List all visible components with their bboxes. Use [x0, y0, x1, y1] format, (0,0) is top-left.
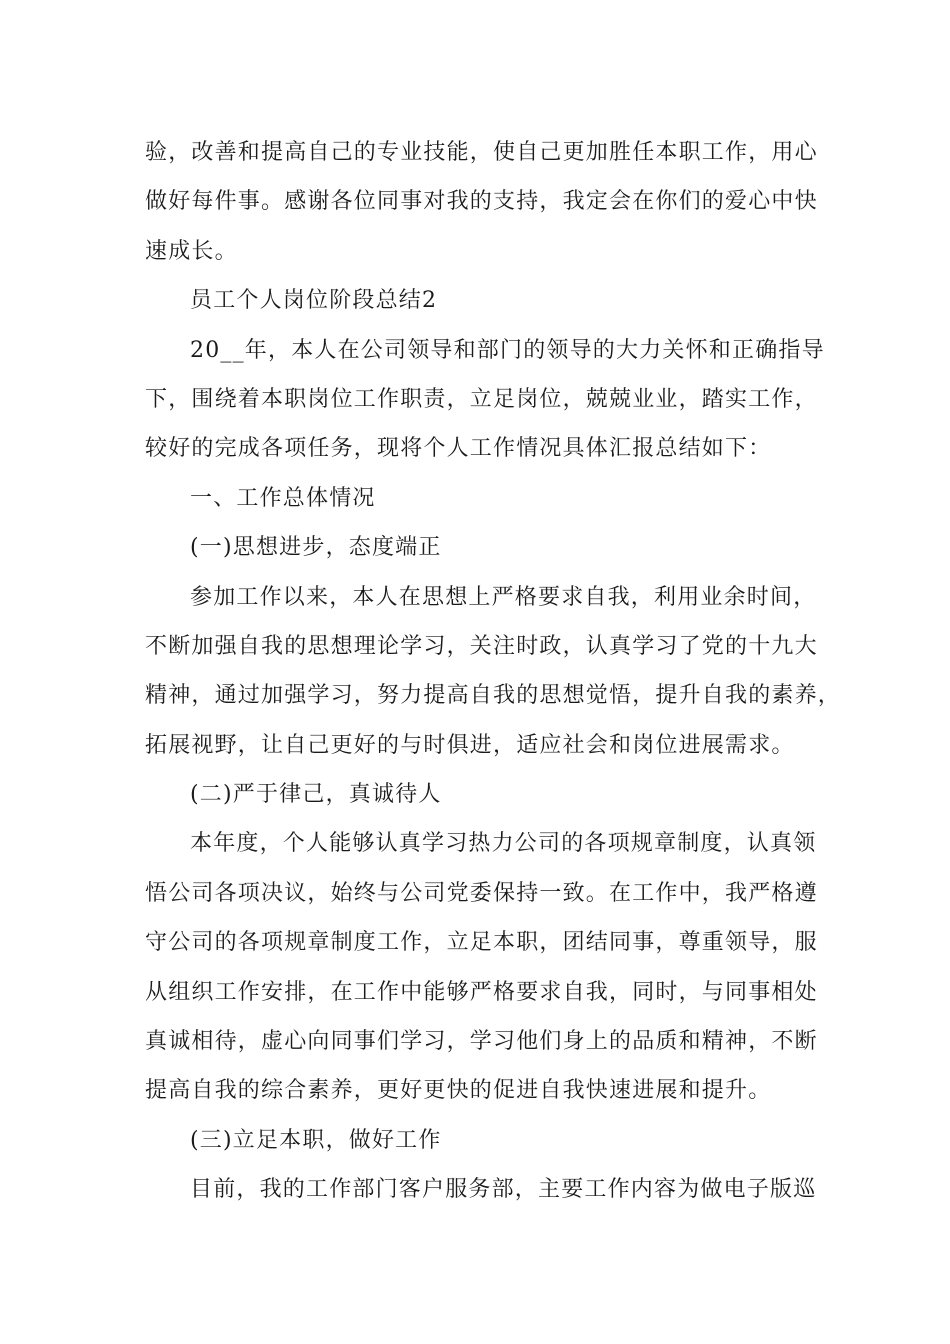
document-body: [145, 128, 842, 1215]
text-line: 参加工作以来，本人在思想上严格要求自我，利用业余时间，: [190, 584, 817, 610]
text-line: 悟公司各项决议，始终与公司党委保持一致。在工作中，我严格遵: [145, 880, 818, 906]
text-line: 从组织工作安排，在工作中能够严格要求自我，同时，与同事相处: [145, 979, 818, 1005]
text-line: 守公司的各项规章制度工作，立足本职，团结同事，尊重领导，服: [145, 930, 818, 956]
text-line: 20__年，本人在公司领导和部门的领导的大力关怀和正确指导: [190, 337, 825, 363]
text-line: 下，围绕着本职岗位工作职责，立足岗位，兢兢业业，踏实工作，: [145, 386, 818, 412]
text-line: 不断加强自我的思想理论学习，关注时政，认真学习了党的十九大: [145, 633, 818, 659]
text-line: 本年度，个人能够认真学习热力公司的各项规章制度，认真领: [190, 831, 817, 857]
subsection-heading: (三)立足本职，做好工作: [190, 1127, 442, 1153]
text-line: 做好每件事。感谢各位同事对我的支持，我定会在你们的爱心中快: [145, 189, 818, 215]
text-line: 速成长。: [145, 238, 238, 264]
section-heading: 员工个人岗位阶段总结2: [190, 288, 438, 314]
subsection-heading: (一)思想进步，态度端正: [190, 535, 442, 561]
text-line: 拓展视野，让自己更好的与时俱进，适应社会和岗位进展需求。: [145, 732, 795, 758]
subsection-heading: (二)严于律己，真诚待人: [190, 782, 442, 808]
text-line: 精神，通过加强学习，努力提高自我的思想觉悟，提升自我的素养，: [145, 683, 842, 709]
text-line: 目前，我的工作部门客户服务部，主要工作内容为做电子版巡: [190, 1177, 817, 1203]
section-heading: 一、工作总体情况: [190, 485, 376, 511]
text-line: 提高自我的综合素养，更好更快的促进自我快速进展和提升。: [145, 1078, 772, 1104]
text-line: 较好的完成各项任务，现将个人工作情况具体汇报总结如下：: [145, 436, 772, 462]
text-line: 验，改善和提高自己的专业技能，使自己更加胜任本职工作，用心: [145, 140, 818, 165]
text-line: 真诚相待，虚心向同事们学习，学习他们身上的品质和精神，不断: [145, 1029, 818, 1055]
